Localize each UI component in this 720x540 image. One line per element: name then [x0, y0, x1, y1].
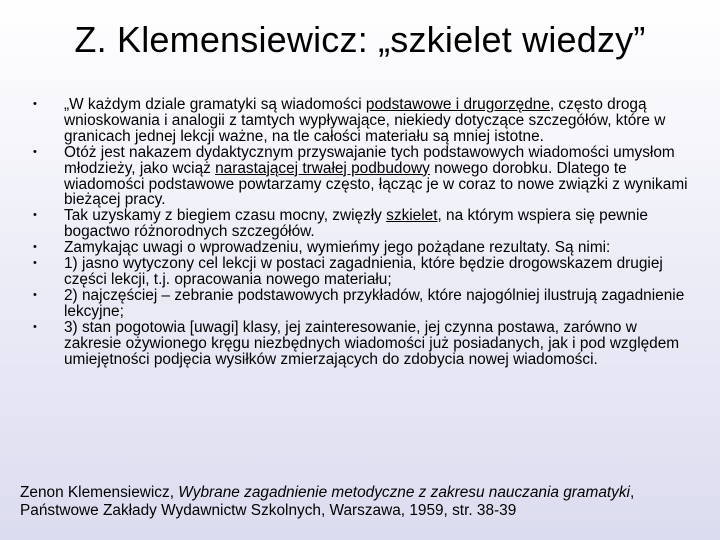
source-citation	[20, 484, 710, 520]
slide-title: Z. Klemensiewicz: „szkielet wiedzy”	[74, 19, 646, 60]
bullet-marker: •	[33, 209, 37, 222]
citation-publisher: , Państwowe Zakłady Wydawnictw Szkolnych, Warszawa, 1959, str. 38-39	[20, 484, 635, 519]
bullet-item	[30, 288, 690, 320]
bullet-text: Tak uzyskamy z biegiem czasu mocny, zwięzły	[64, 207, 387, 225]
bullet-item	[30, 97, 690, 145]
bullet-marker: •	[33, 257, 37, 270]
bullet-text: Zamykając uwagi o wprowadzeniu, wymieńmy jego pożądane rezultaty. Są nimi:	[64, 239, 611, 257]
bullet-text-continued: , na którym wspiera się pewnie bogactwo różnorodnych szczegółów.	[64, 207, 648, 241]
bullet-text: 3) stan pogotowia [uwagi] klasy, jej zainteresowanie, jej czynna postawa, zarówno w zakresie ożywionego kręgu niezbędnych wiadomości już posiadanych, jak i pod względem umiejętności podjęcia wysiłków zmierzających do zdobycia nowej wiadomości.	[64, 318, 680, 368]
bullet-item	[30, 320, 690, 368]
citation-author: Zenon Klemensiewicz,	[20, 484, 179, 501]
bullet-marker: •	[33, 241, 37, 254]
bullet-text: Otóż jest nakazem dydaktycznym przyswajanie tych podstawowych wiadomości umysłom młodzieży, jako wciąż	[64, 143, 675, 177]
bullet-list	[30, 97, 690, 367]
bullet-text-continued: , często drogą wnioskowania i analogii z tamtych wypływające, niekiedy dotyczące szczegółów, które w granicach jednej lekcji ważne, na tle całości materiału są mniej istotne.	[64, 96, 666, 145]
bullet-item	[30, 240, 690, 256]
bullet-marker: •	[33, 288, 37, 301]
bullet-text-continued: nowego dorobku. Dlatego te wiadomości podstawowe powtarzamy często, łącząc je w coraz to nowe związki z wynikami bieżącej pracy.	[64, 159, 688, 209]
underlined-phrase: narastającej trwałej podbudowy	[215, 159, 430, 177]
underlined-phrase: szkielet	[386, 207, 438, 225]
bullet-text: 1) jasno wytyczony cel lekcji w postaci zagadnienia, które będzie drogowskazem drugiej części lekcji, t.j. opracowania nowego materiału;	[64, 255, 663, 288]
bullet-marker: •	[33, 98, 37, 110]
citation-book-title: Wybrane zagadnienie metodyczne z zakresu nauczania gramatyki	[178, 484, 630, 501]
bullet-item	[30, 256, 690, 288]
bullet-text: „W każdym dziale gramatyki są wiadomości	[64, 96, 366, 113]
bullet-marker: •	[33, 320, 37, 333]
bullet-item	[30, 145, 690, 209]
bullet-text: 2) najczęściej – zebranie podstawowych przykładów, które najogólniej ilustrują zagadnienie lekcyjne;	[64, 286, 685, 320]
underlined-phrase: podstawowe i drugorzędne	[365, 96, 550, 113]
bullet-marker: •	[33, 145, 37, 158]
bullet-item	[30, 208, 690, 240]
